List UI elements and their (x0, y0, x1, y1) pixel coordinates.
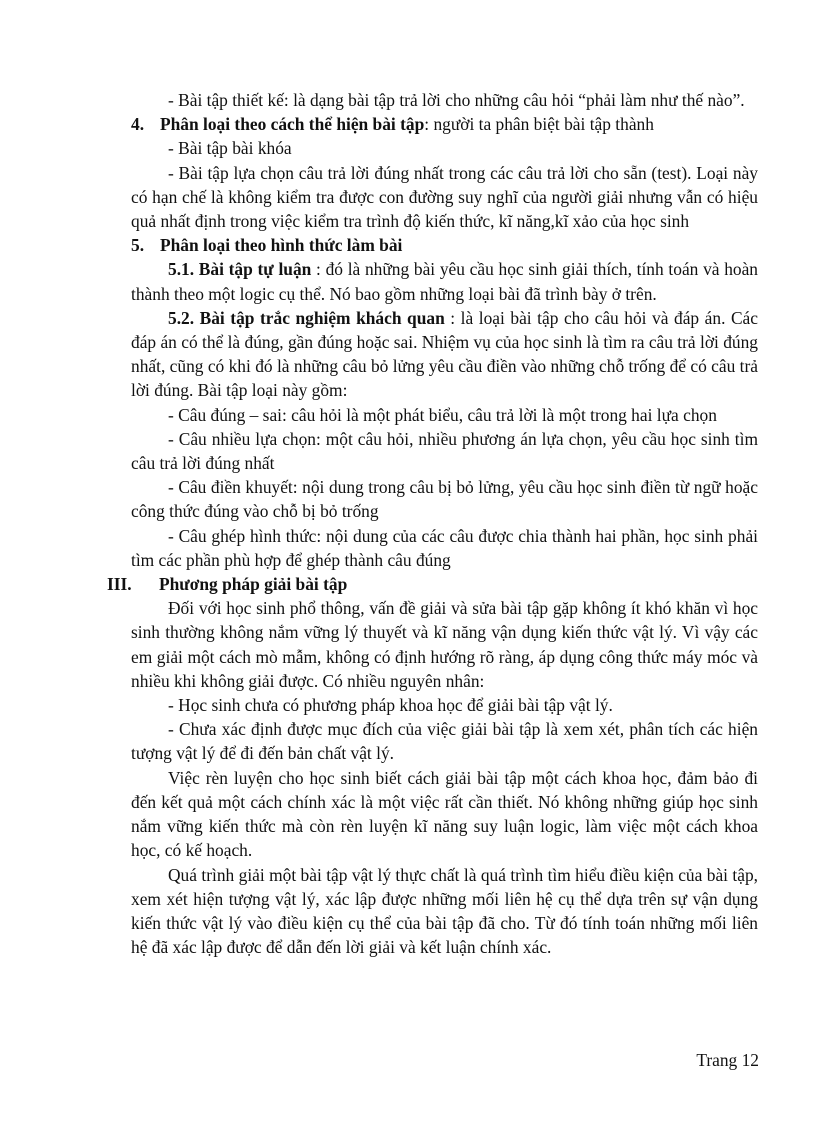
heading-title: Phân loại theo hình thức làm bài (160, 235, 403, 256)
text-5-1: : đó là những bài yêu cầu học sinh giải thích, tính toán và hoàn thành theo một logic cụ thể. Nó bao gồm những loại bài đã trình bày ở trên. (131, 259, 758, 304)
paragraph-difficulties: Đối với học sinh phổ thông, vấn đề giải và sửa bài tập gặp không ít khó khăn vì học sinh thường không nắm vững lý thuyết và kĩ năng vận dụng kiến thức vật lý. Vì vậy các em giải một cách mò mẫm, không có định hướng rõ ràng, áp dụng công thức máy móc và nhiều khi không giải được. Có nhiều nguyên nhân: (131, 598, 758, 691)
heading-number: 5. (131, 235, 145, 256)
paragraph-5-1 (131, 257, 758, 305)
bullet-true-false: - Câu đúng – sai: câu hỏi là một phát biểu, câu trả lời là một trong hai lựa chọn (168, 404, 717, 425)
bullet-fill-in: - Câu điền khuyết: nội dung trong câu bị bỏ lửng, yêu cầu học sinh điền từ ngữ hoặc công thức đúng vào chỗ bị bỏ trống (131, 477, 758, 522)
subheading-5-1: 5.1. Bài tập tự luận (168, 259, 312, 280)
document-body (107, 88, 758, 959)
paragraph-lesson-exercise: - Bài tập bài khóa (168, 138, 292, 159)
paragraph-5-2 (131, 306, 758, 403)
paragraph-test-exercise: - Bài tập lựa chọn câu trả lời đúng nhất trong các câu trả lời cho sẵn (test). Loại này có hạn chế là không kiểm tra được con đường suy nghĩ của người giải nhưng vẫn có hiệu quả nhất định trong việc kiểm tra trình độ kiến thức, kĩ năng,kĩ xảo của học sinh (131, 162, 758, 232)
heading-5 (131, 233, 758, 257)
bullet-matching: - Câu ghép hình thức: nội dung của các câu được chia thành hai phần, học sinh phải tìm các phần phù hợp để ghép thành câu đúng (131, 525, 758, 570)
page-number: Trang 12 (696, 1050, 759, 1070)
heading-rest: : người ta phân biệt bài tập thành (424, 114, 654, 135)
heading-title: Phương pháp giải bài tập (159, 574, 348, 595)
heading-4 (131, 112, 758, 136)
heading-number: 4. (131, 114, 145, 135)
heading-number: III. (107, 574, 132, 595)
heading-title: Phân loại theo cách thể hiện bài tập (160, 114, 425, 135)
bullet-multiple-choice: - Câu nhiều lựa chọn: một câu hỏi, nhiều phương án lựa chọn, yêu cầu học sinh tìm câu trả lời đúng nhất (131, 428, 758, 474)
heading-III (107, 572, 758, 596)
paragraph-cause-1: - Học sinh chưa có phương pháp khoa học để giải bài tập vật lý. (168, 695, 613, 716)
paragraph-training: Việc rèn luyện cho học sinh biết cách giải bài tập một cách khoa học, đảm bảo đi đến kết quả một cách chính xác là một việc rất cần thiết. Nó không những giúp học sinh nắm vững kiến thức mà còn rèn luyện kĩ năng suy luận logic, làm việc một cách khoa học, có kế hoạch. (131, 767, 758, 861)
text-5-2: : là loại bài tập cho câu hỏi và đáp án. Các đáp án có thể là đúng, gần đúng hoặc sai. Nhiệm vụ của học sinh là tìm ra câu trả lời đúng nhất, cũng có khi đó là những câu bỏ lửng yêu cầu điền vào những chỗ trống để có câu trả lời đúng. Bài tập loại này gồm: (131, 307, 758, 401)
subheading-5-2: 5.2. Bài tập trắc nghiệm khách quan (168, 307, 445, 328)
paragraph-cause-2: - Chưa xác định được mục đích của việc giải bài tập là xem xét, phân tích các hiện tượng vật lý để đi đến bản chất vật lý. (131, 719, 758, 764)
paragraph-process: Quá trình giải một bài tập vật lý thực chất là quá trình tìm hiểu điều kiện của bài tập, xem xét hiện tượng vật lý, xác lập được những mối liên hệ cụ thể dựa trên sự vận dụng kiến thức vật lý vào điều kiện cụ thể của bài tập đã cho. Từ đó tính toán những mối liên hệ đã xác lập được để dẫn đến lời giải và kết luận chính xác. (131, 864, 758, 958)
paragraph-design-exercise: - Bài tập thiết kế: là dạng bài tập trả lời cho những câu hỏi “phải làm như thế nào”. (168, 90, 745, 110)
